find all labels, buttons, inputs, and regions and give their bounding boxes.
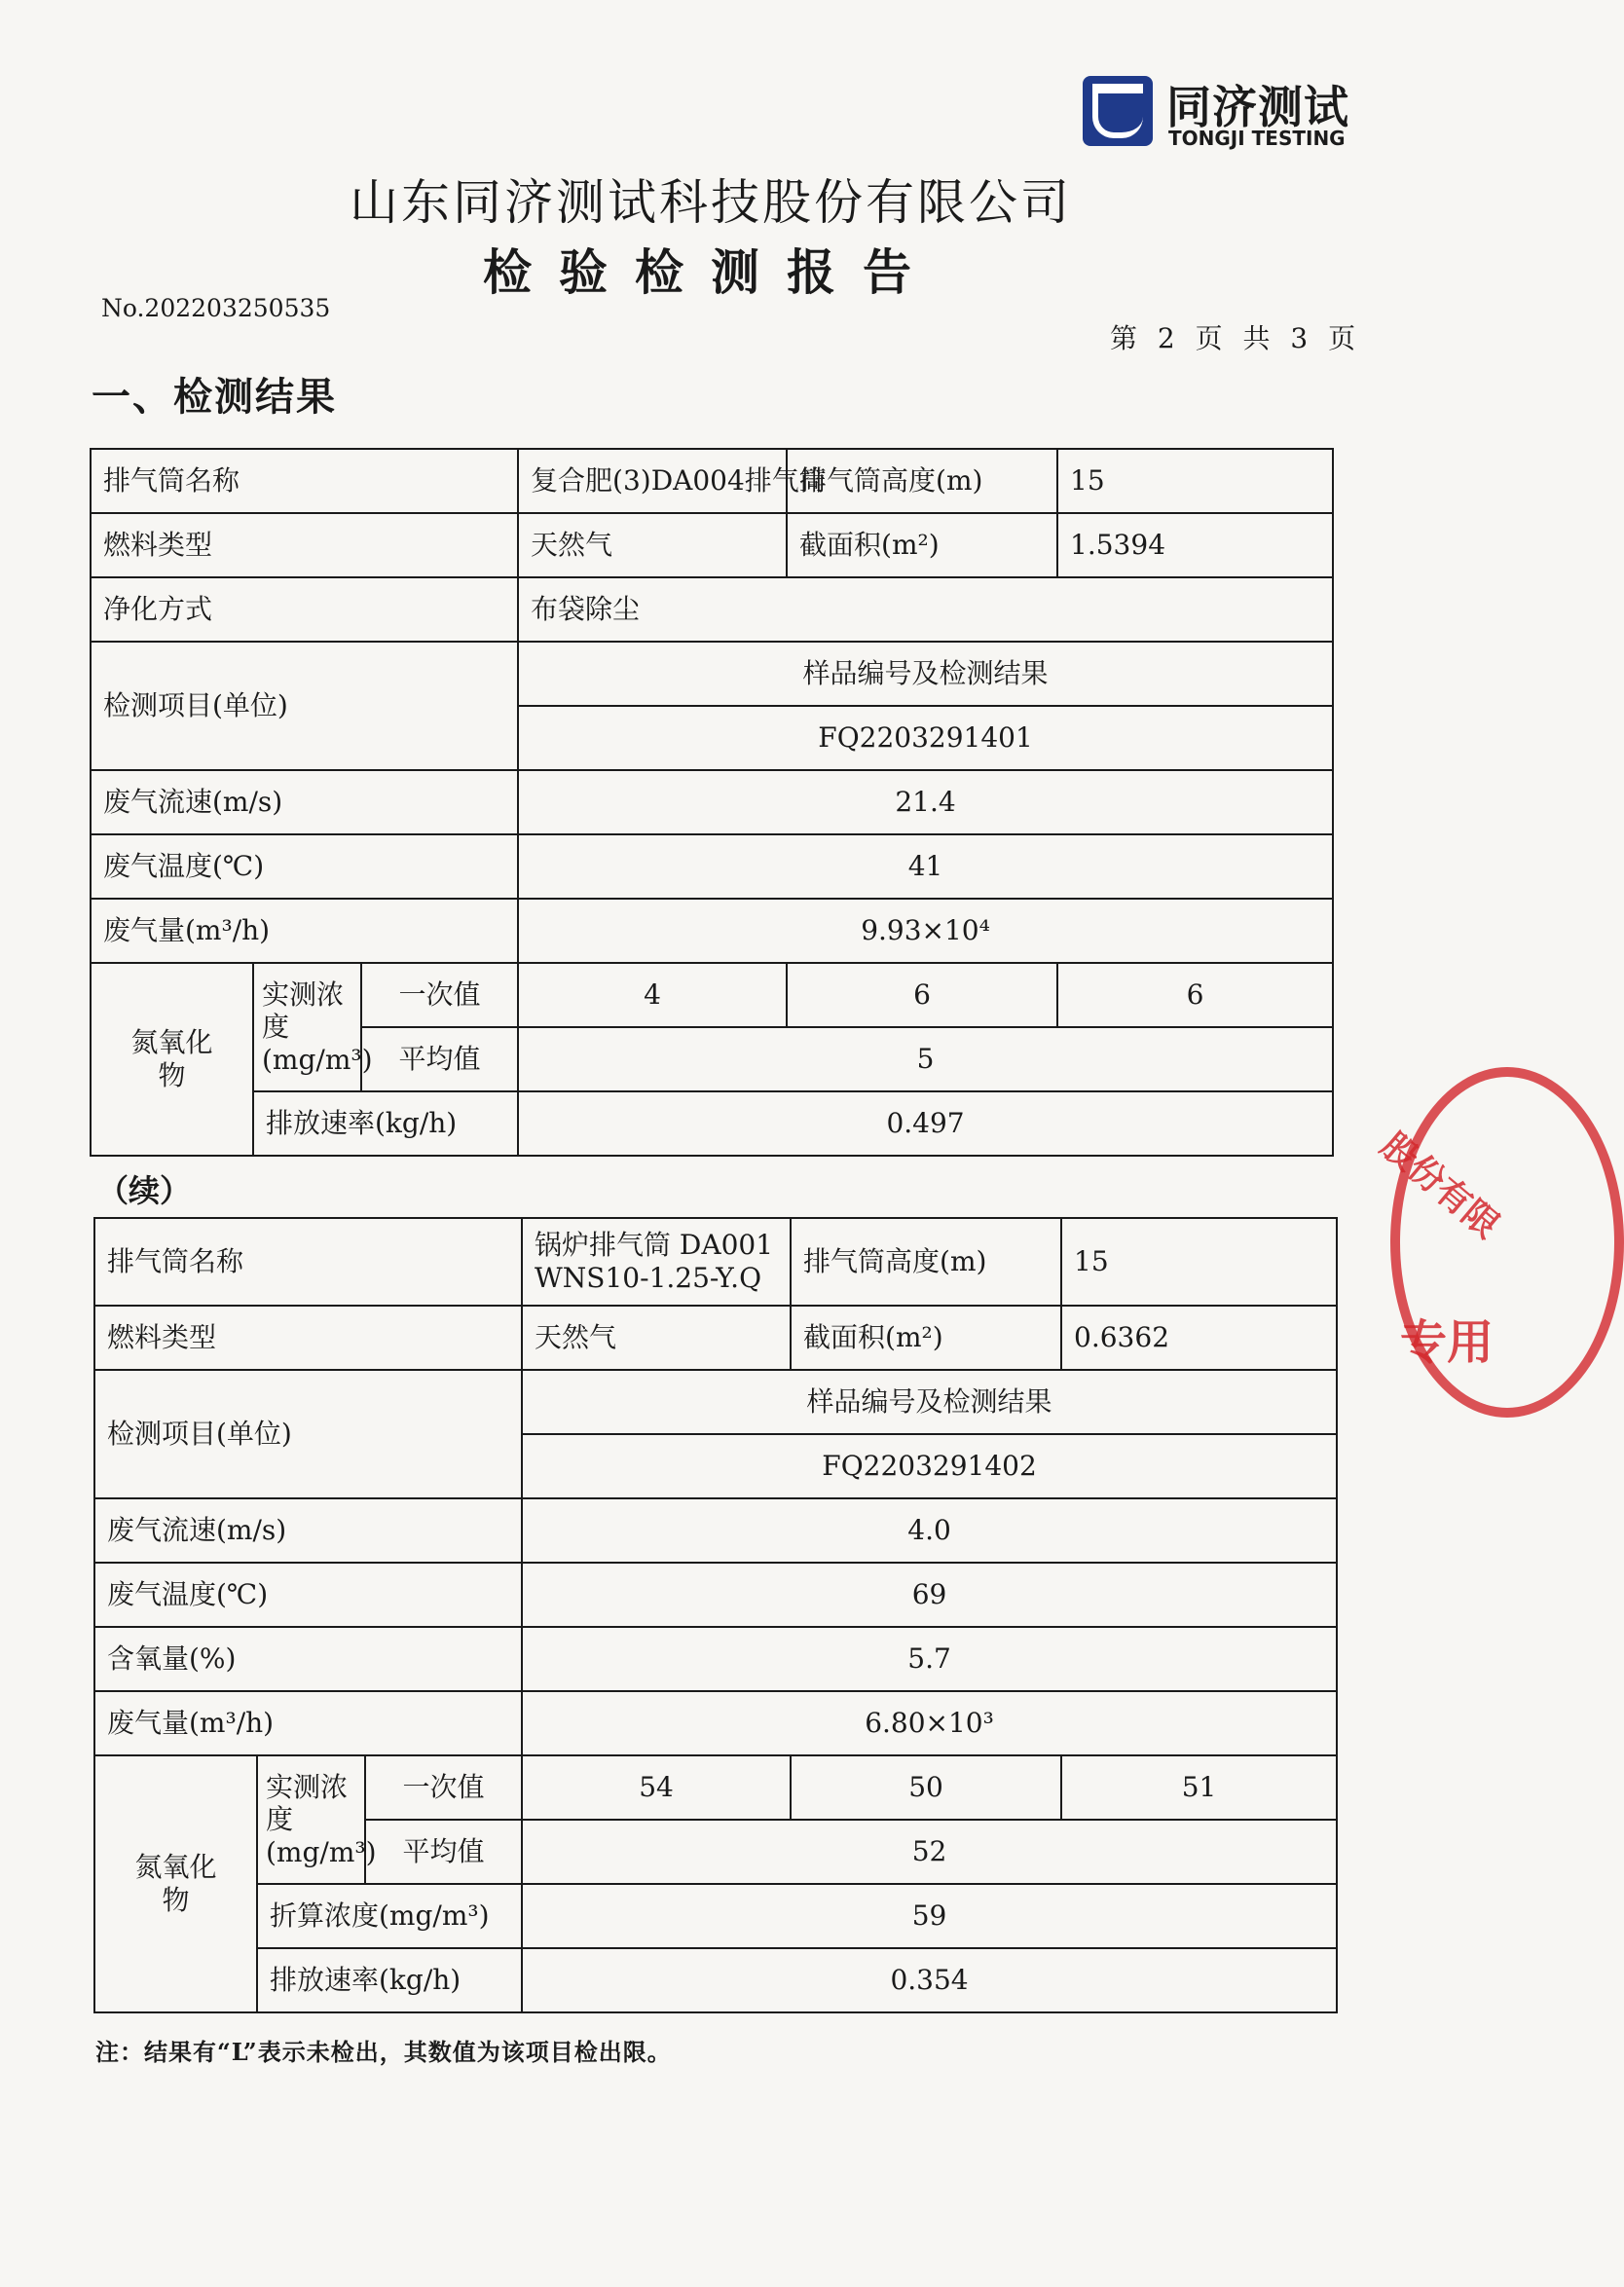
temp-label: 废气温度(℃) xyxy=(94,1563,522,1627)
footnote: 注：结果有“L”表示未检出，其数值为该项目检出限。 xyxy=(95,2038,672,2066)
stack-height-value: 15 xyxy=(1061,1218,1337,1306)
seal-text-top: 股份有限 xyxy=(1373,1125,1507,1247)
results-table-2 xyxy=(93,1217,1338,2013)
once-value-1: 4 xyxy=(518,963,787,1027)
sample-number: FQ2203291401 xyxy=(518,706,1333,770)
purify-label: 净化方式 xyxy=(91,577,518,642)
result-header: 样品编号及检测结果 xyxy=(522,1370,1337,1434)
fuel-label: 燃料类型 xyxy=(94,1306,522,1370)
stack-name-label: 排气筒名称 xyxy=(94,1218,522,1306)
seal-text-bottom: 专用 xyxy=(1400,1315,1495,1370)
stack-height-value: 15 xyxy=(1057,449,1333,513)
avg-label: 平均值 xyxy=(365,1820,522,1884)
fuel-value: 天然气 xyxy=(518,513,787,577)
stack-height-label: 排气筒高度(m) xyxy=(787,449,1057,513)
oxygen-value: 5.7 xyxy=(522,1627,1337,1691)
flow-label: 废气流速(m/s) xyxy=(91,770,518,834)
avg-value: 5 xyxy=(518,1027,1333,1091)
company-logo xyxy=(1083,68,1359,156)
logo-mark-icon xyxy=(1083,76,1153,146)
company-name: 山东同济测试科技股份有限公司 xyxy=(350,174,1072,231)
rate-value: 0.354 xyxy=(522,1948,1337,2012)
avg-label: 平均值 xyxy=(361,1027,518,1091)
temp-label: 废气温度(℃) xyxy=(91,834,518,899)
report-title: 检验检测报告 xyxy=(483,243,939,301)
stack-height-label: 排气筒高度(m) xyxy=(791,1218,1061,1306)
nox-label: 氮氧化物 xyxy=(91,963,253,1156)
conc-label: 实测浓度(mg/m³) xyxy=(253,963,361,1091)
continued-label: （续） xyxy=(97,1172,192,1209)
stack-name-value: 复合肥(3)DA004排气筒 xyxy=(518,449,787,513)
item-label: 检测项目(单位) xyxy=(94,1370,522,1498)
purify-value: 布袋除尘 xyxy=(518,577,1333,642)
sample-number: FQ2203291402 xyxy=(522,1434,1337,1498)
stack-name-line-2: WNS10-1.25-Y.Q xyxy=(535,1262,762,1294)
once-value-1: 54 xyxy=(522,1755,791,1820)
rate-label: 排放速率(kg/h) xyxy=(253,1091,518,1156)
logo-english-name: TONGJI TESTING xyxy=(1168,127,1346,150)
flow-value: 21.4 xyxy=(518,770,1333,834)
once-label: 一次值 xyxy=(365,1755,522,1820)
volume-label: 废气量(m³/h) xyxy=(91,899,518,963)
page-indicator: 第 2 页 共 3 页 xyxy=(1110,322,1362,354)
once-label: 一次值 xyxy=(361,963,518,1027)
oxygen-label: 含氧量(%) xyxy=(94,1627,522,1691)
result-header: 样品编号及检测结果 xyxy=(518,642,1333,706)
fuel-label: 燃料类型 xyxy=(91,513,518,577)
once-value-2: 6 xyxy=(787,963,1057,1027)
section-title: 一、检测结果 xyxy=(92,374,337,420)
temp-value: 41 xyxy=(518,834,1333,899)
converted-label: 折算浓度(mg/m³) xyxy=(257,1884,522,1948)
once-value-3: 6 xyxy=(1057,963,1333,1027)
stack-name-value xyxy=(522,1218,791,1306)
converted-value: 59 xyxy=(522,1884,1337,1948)
rate-value: 0.497 xyxy=(518,1091,1333,1156)
nox-label: 氮氧化物 xyxy=(94,1755,257,2012)
volume-value: 9.93×10⁴ xyxy=(518,899,1333,963)
avg-value: 52 xyxy=(522,1820,1337,1884)
rate-label: 排放速率(kg/h) xyxy=(257,1948,522,2012)
flow-value: 4.0 xyxy=(522,1498,1337,1563)
report-number: No.202203250535 xyxy=(101,294,331,322)
once-value-2: 50 xyxy=(791,1755,1061,1820)
area-value: 0.6362 xyxy=(1061,1306,1337,1370)
area-label: 截面积(m²) xyxy=(791,1306,1061,1370)
volume-value: 6.80×10³ xyxy=(522,1691,1337,1755)
results-table-1 xyxy=(90,448,1334,1157)
stack-name-label: 排气筒名称 xyxy=(91,449,518,513)
area-value: 1.5394 xyxy=(1057,513,1333,577)
fuel-value: 天然气 xyxy=(522,1306,791,1370)
conc-label: 实测浓度(mg/m³) xyxy=(257,1755,365,1884)
area-label: 截面积(m²) xyxy=(787,513,1057,577)
volume-label: 废气量(m³/h) xyxy=(94,1691,522,1755)
item-label: 检测项目(单位) xyxy=(91,642,518,770)
once-value-3: 51 xyxy=(1061,1755,1337,1820)
flow-label: 废气流速(m/s) xyxy=(94,1498,522,1563)
temp-value: 69 xyxy=(522,1563,1337,1627)
stack-name-line-1: 锅炉排气筒 DA001 xyxy=(535,1229,774,1262)
logo-chinese-name: 同济测试 xyxy=(1166,81,1349,133)
